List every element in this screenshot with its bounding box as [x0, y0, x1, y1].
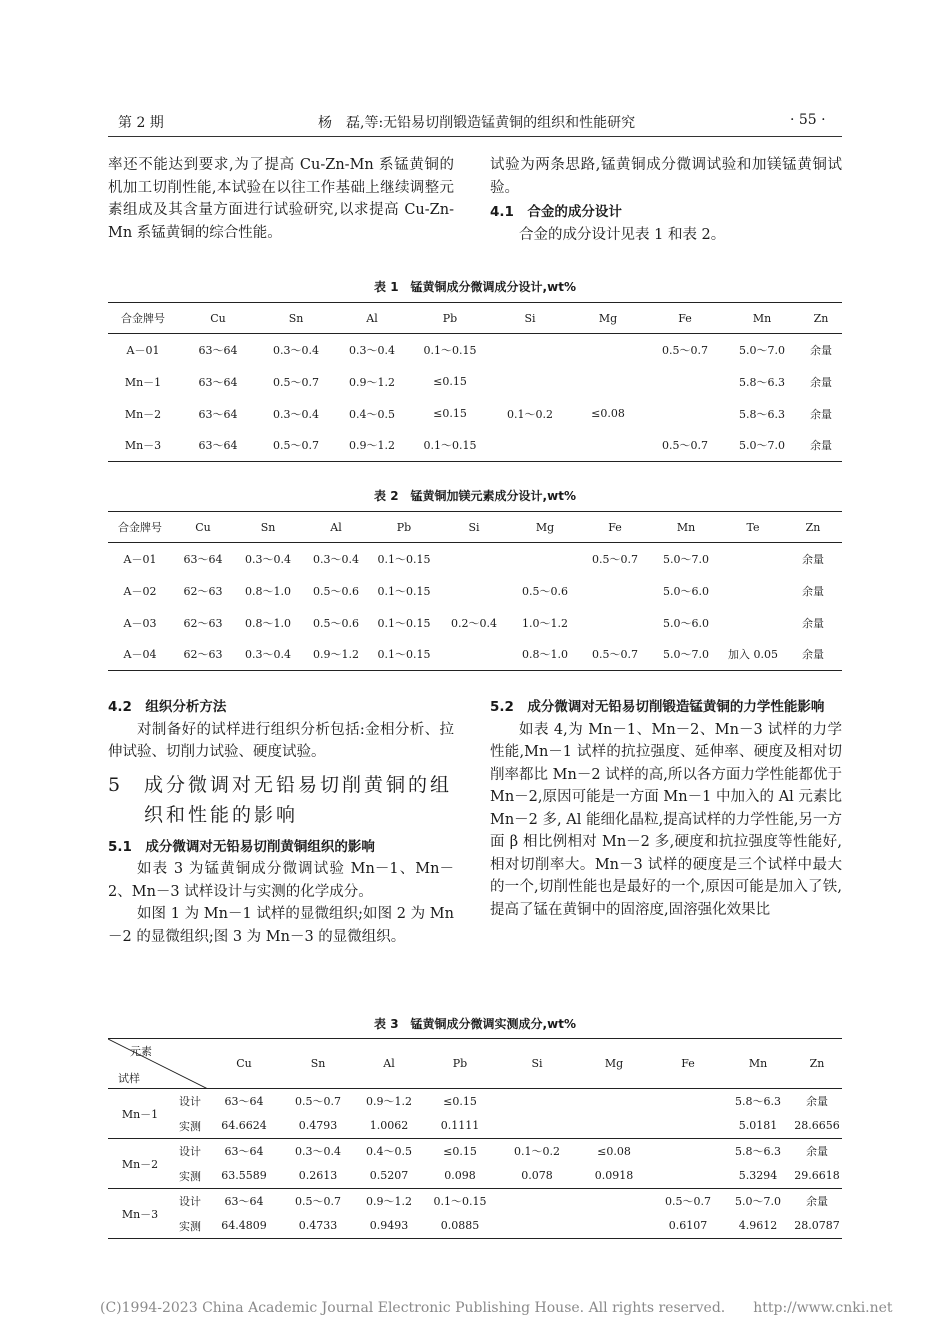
table-cell: 余量 — [806, 1095, 828, 1109]
header-issue: 第 2 期 — [118, 115, 164, 131]
table-cell: 0.0918 — [594, 1169, 634, 1183]
table-header-cell: Sn — [288, 311, 304, 325]
table-header-cell: Fe — [678, 311, 692, 325]
table-cell: ≤0.15 — [443, 1094, 477, 1108]
table-cell — [652, 1164, 724, 1189]
table-cell: 0.9493 — [369, 1219, 409, 1233]
table-cell — [570, 366, 646, 398]
table-cell: 0.4～0.5 — [366, 1145, 412, 1159]
table-type-cell: 设计 — [179, 1095, 201, 1109]
table-cell: 0.3～0.4 — [273, 343, 319, 357]
table-cell: 0.3～0.4 — [349, 343, 395, 357]
table-cell — [438, 543, 510, 575]
table-cell: 63～64 — [224, 1195, 264, 1209]
copyright-footer: (C)1994-2023 China Academic Journal Electronic Publishing House. All rights reserved. http://www.cnki.net — [100, 1300, 893, 1316]
table-cell: Mn－2 — [124, 407, 162, 421]
table1-header-row — [108, 303, 842, 334]
table-cell — [646, 366, 724, 398]
table-cell: 5.0～7.0 — [735, 1195, 781, 1209]
table-cell: 0.9～1.2 — [313, 648, 359, 662]
table-header-cell: Mg — [598, 311, 618, 325]
table-cell: A－03 — [123, 616, 157, 630]
table-cell: 余量 — [810, 407, 832, 421]
table-cell: 62～63 — [183, 648, 223, 662]
table-cell: 0.5～0.7 — [592, 552, 638, 566]
table-cell: 0.9～1.2 — [366, 1095, 412, 1109]
table-row — [108, 607, 842, 639]
table-row — [108, 639, 842, 671]
table-header-cell: Sn — [310, 1057, 326, 1070]
table-sample-cell: Mn－2 — [121, 1157, 159, 1171]
table-row — [108, 1214, 842, 1239]
table1-caption: 表 1 锰黄铜成分微调成分设计,wt% — [374, 280, 576, 294]
table-cell: 0.5～0.7 — [592, 648, 638, 662]
table-cell: 0.5～0.6 — [522, 584, 568, 598]
table-cell: 63～64 — [198, 343, 238, 357]
heading-5-1: 5.1 成分微调对无铅易切削黄铜组织的影响 — [108, 838, 375, 855]
table-header-cell: 合金牌号 — [118, 521, 162, 534]
paragraph-5-1-b: 如图 1 为 Mn－1 试样的显微组织;如图 2 为 Mn－2 的显微组织;图 3 为 Mn－3 的显微组织。 — [108, 906, 454, 945]
heading-4-1: 4.1 合金的成分设计 — [490, 204, 622, 220]
table-header-cell: Si — [524, 311, 536, 325]
table-cell: 0.098 — [444, 1169, 476, 1183]
table-cell: 5.8～6.3 — [739, 407, 785, 421]
table-cell: 64.6624 — [221, 1119, 267, 1133]
table-cell: 4.9612 — [738, 1219, 778, 1233]
table-cell: 余量 — [802, 552, 824, 566]
table-header-cell: 合金牌号 — [121, 312, 165, 325]
table-cell: 余量 — [802, 584, 824, 598]
table-cell: 29.6618 — [794, 1169, 840, 1183]
table-cell: 0.4～0.5 — [349, 407, 395, 421]
table-cell: ≤0.15 — [433, 407, 467, 420]
table-header-cell: Al — [366, 311, 378, 325]
table-cell — [490, 366, 570, 398]
table-cell: 5.8～6.3 — [739, 375, 785, 389]
table-cell: 28.0787 — [794, 1219, 840, 1233]
table-cell: 1.0062 — [369, 1119, 409, 1133]
table-cell: 余量 — [802, 648, 824, 662]
left-column-top — [108, 154, 454, 244]
table-type-cell: 设计 — [179, 1195, 201, 1209]
table-cell: 余量 — [806, 1195, 828, 1209]
table-header-cell: Cu — [210, 311, 226, 325]
paragraph-4-2: 对制备好的试样进行组织分析包括:金相分析、拉伸试验、切削力试验、硬度试验。 — [108, 721, 454, 760]
table-cell: 0.3～0.4 — [273, 407, 319, 421]
table-cell — [652, 1089, 724, 1114]
table-cell — [438, 639, 510, 671]
table3-corner-bottom-label: 试样 — [118, 1072, 140, 1085]
table-cell: Mn－1 — [124, 375, 162, 389]
table-type-cell: 设计 — [179, 1145, 201, 1159]
table-cell — [722, 543, 784, 575]
table-type-cell: 实测 — [179, 1119, 201, 1133]
heading-5 — [108, 770, 454, 830]
table-cell: 62～63 — [183, 584, 223, 598]
table-cell: 0.8～1.0 — [245, 616, 291, 630]
table-cell: 0.9～1.2 — [349, 375, 395, 389]
paragraph-4-1: 合金的成分设计见表 1 和表 2。 — [519, 226, 726, 243]
table-cell: 0.3～0.4 — [313, 552, 359, 566]
header-rule — [108, 136, 842, 137]
table-header-cell: Cu — [195, 520, 211, 534]
table-row — [108, 334, 842, 366]
table-cell: 0.4733 — [298, 1219, 338, 1233]
table-cell: 0.5～0.7 — [662, 343, 708, 357]
table2-caption: 表 2 锰黄铜加镁元素成分设计,wt% — [374, 489, 576, 503]
table-cell: 0.5～0.7 — [295, 1195, 341, 1209]
table-header-cell: Mn — [676, 520, 696, 534]
intro-paragraph-left: 率还不能达到要求,为了提高 Cu-Zn-Mn 系锰黄铜的机加工切削性能,本试验在以往工作基础上继续调整元素组成及其含量方面进行试验研究,以求提高 Cu-Zn-Mn 系锰黄铜的综合性能。 — [108, 157, 454, 241]
table-cell: 5.0～7.0 — [739, 343, 785, 357]
table-type-cell: 实测 — [179, 1219, 201, 1233]
table-row — [108, 366, 842, 398]
table-cell: 28.6656 — [794, 1119, 840, 1133]
table-cell: 0.5～0.7 — [273, 375, 319, 389]
table-header-cell: Si — [531, 1057, 543, 1070]
table-row — [108, 1114, 842, 1139]
table-header-cell: Zn — [805, 520, 821, 534]
table-cell: 0.1～0.2 — [514, 1145, 560, 1159]
table-header-cell: Si — [468, 520, 480, 534]
table-cell — [498, 1114, 576, 1139]
table-cell — [490, 334, 570, 366]
table-sample-cell: Mn－1 — [121, 1107, 159, 1121]
table-cell: 0.078 — [521, 1169, 553, 1183]
table-type-cell: 实测 — [179, 1169, 201, 1183]
header-page-number: · 55 · — [790, 112, 826, 128]
table-cell: 63～64 — [198, 375, 238, 389]
table-cell — [646, 398, 724, 430]
table-cell: 0.1～0.15 — [423, 439, 477, 453]
table-cell: 0.0885 — [440, 1219, 480, 1233]
table-cell: 64.4809 — [221, 1219, 267, 1233]
table-cell: 1.0～1.2 — [522, 616, 568, 630]
table-cell: 余量 — [810, 439, 832, 453]
table-cell: 63～64 — [224, 1095, 264, 1109]
table-cell: 5.0～7.0 — [739, 439, 785, 453]
table-cell: ≤0.08 — [591, 407, 625, 420]
table-cell: 0.1～0.15 — [423, 343, 477, 357]
table-cell: 0.2613 — [298, 1169, 338, 1183]
table-header-cell: Mn — [748, 1057, 768, 1070]
table-cell: 0.5～0.7 — [662, 439, 708, 453]
paragraph-5-2: 如表 4,为 Mn－1、Mn－2、Mn－3 试样的力学性能,Mn－1 试样的抗拉强度、延伸率、硬度及相对切削率都比 Mn－2 试样的高,所以各方面力学性能都优于 Mn－2,原因可能是一方面 Mn－1 中加入的 Al 元素比 Mn－2 多, Al 能细化晶粒,提高试样的力学性能,另一方面 β 相比例相对 Mn－2 多,硬度和抗拉强度等性能好,相对切削率大。Mn－3 试样的硬度是三个试样中最大的一个,切削性能也是最好的一个,原因可能是加入了铁,提高了锰在黄铜中的固溶度,固溶强化效果比 — [490, 721, 842, 918]
table1 — [108, 302, 842, 462]
table-cell: 0.3～0.4 — [245, 552, 291, 566]
table-cell: 0.1～0.15 — [377, 552, 431, 566]
table-header-cell: Pb — [442, 311, 458, 325]
table-header-cell: Al — [383, 1057, 395, 1070]
table-row — [108, 398, 842, 430]
table-cell: 0.4793 — [298, 1119, 338, 1133]
table-cell: 0.1～0.2 — [507, 407, 553, 421]
table-row — [108, 1089, 842, 1114]
table-cell: 0.5207 — [369, 1169, 409, 1183]
table-cell: 63～64 — [198, 407, 238, 421]
table-header-cell: Pb — [452, 1057, 468, 1070]
table-row — [108, 430, 842, 462]
table-cell: A－01 — [123, 552, 157, 566]
table-header-cell: Te — [746, 520, 760, 534]
table-cell — [580, 575, 650, 607]
table-cell: 余量 — [810, 375, 832, 389]
table-header-cell: Sn — [260, 520, 276, 534]
table3-caption: 表 3 锰黄铜成分微调实测成分,wt% — [374, 1017, 576, 1031]
table-cell: 0.3～0.4 — [245, 648, 291, 662]
right-column-top — [490, 154, 842, 246]
table-cell: 5.0～7.0 — [663, 552, 709, 566]
table-cell: 0.5～0.7 — [665, 1195, 711, 1209]
table-cell: 0.1～0.15 — [433, 1195, 487, 1209]
right-column-middle — [490, 696, 842, 921]
table-cell: 0.2～0.4 — [451, 616, 497, 630]
table-cell: 0.9～1.2 — [349, 439, 395, 453]
table-cell: 0.8～1.0 — [522, 648, 568, 662]
table-cell: A－01 — [126, 343, 160, 357]
table-cell — [490, 430, 570, 462]
table-cell — [576, 1189, 652, 1214]
table-cell: 62～63 — [183, 616, 223, 630]
table-cell: 5.0～7.0 — [663, 648, 709, 662]
table-cell — [652, 1139, 724, 1164]
header-title: 杨 磊,等:无铅易切削锻造锰黄铜的组织和性能研究 — [318, 115, 636, 131]
table-header-cell: Zn — [809, 1057, 825, 1070]
table-cell: 5.0181 — [738, 1119, 778, 1133]
left-column-middle — [108, 696, 454, 948]
table-cell — [722, 575, 784, 607]
table-header-cell: Mg — [535, 520, 555, 534]
table-header-cell: Fe — [681, 1057, 695, 1070]
table3-corner-cell — [108, 1039, 208, 1089]
table-cell — [580, 607, 650, 639]
table-header-cell: Fe — [608, 520, 622, 534]
table-row — [108, 1189, 842, 1214]
table-cell — [510, 543, 580, 575]
table-cell: 0.5～0.6 — [313, 584, 359, 598]
table-cell: A－04 — [123, 648, 157, 662]
table-cell: 5.0～6.0 — [663, 584, 709, 598]
table-cell — [498, 1214, 576, 1239]
table-cell — [570, 430, 646, 462]
table-header-cell: Mn — [752, 311, 772, 325]
paragraph-5-1-a: 如表 3 为锰黄铜成分微调试验 Mn－1、Mn－2、Mn－3 试样设计与实测的化学成分。 — [108, 861, 454, 900]
table-cell: 63～64 — [198, 439, 238, 453]
table-cell: 0.1～0.15 — [377, 584, 431, 598]
table-cell: 0.6107 — [668, 1219, 708, 1233]
table-cell: 0.1～0.15 — [377, 616, 431, 630]
table-cell — [576, 1114, 652, 1139]
table-cell — [576, 1089, 652, 1114]
table3 — [108, 1038, 842, 1239]
table-cell: 0.8～1.0 — [245, 584, 291, 598]
table-cell: A－02 — [123, 584, 157, 598]
table-cell: 0.5～0.7 — [295, 1095, 341, 1109]
table-cell: Mn－3 — [124, 439, 162, 453]
table3-header-row — [108, 1039, 842, 1089]
table-header-cell: Cu — [236, 1057, 252, 1070]
table2 — [108, 511, 842, 671]
table-cell: 0.9～1.2 — [366, 1195, 412, 1209]
table2-header-row — [108, 512, 842, 543]
table-cell: 63～64 — [224, 1145, 264, 1159]
table-row — [108, 1164, 842, 1189]
table-cell: ≤0.08 — [597, 1144, 631, 1158]
table-cell: ≤0.15 — [433, 375, 467, 388]
table-cell: 63～64 — [183, 552, 223, 566]
table-cell: 5.0～6.0 — [663, 616, 709, 630]
table-cell: 余量 — [810, 343, 832, 357]
table-sample-cell: Mn－3 — [121, 1207, 159, 1221]
table-row — [108, 543, 842, 575]
table-cell: 63.5589 — [221, 1169, 267, 1183]
table-row — [108, 575, 842, 607]
heading-5-2: 5.2 成分微调对无铅易切削锻造锰黄铜的力学性能影响 — [490, 699, 825, 715]
table-cell: 余量 — [802, 616, 824, 630]
table-row — [108, 1139, 842, 1164]
table-cell: 0.3～0.4 — [295, 1145, 341, 1159]
table-cell — [570, 334, 646, 366]
table-cell — [498, 1189, 576, 1214]
heading-5-text: 成分微调对无铅易切削黄铜的组织和性能的影响 — [144, 773, 453, 826]
table-cell: 5.8～6.3 — [735, 1095, 781, 1109]
table-cell: 0.5～0.6 — [313, 616, 359, 630]
table-cell: 加入 0.05 — [728, 648, 778, 662]
table-cell — [576, 1214, 652, 1239]
table-cell — [652, 1114, 724, 1139]
heading-5-number: 5 — [108, 773, 121, 796]
table-cell: 0.5～0.7 — [273, 439, 319, 453]
table-header-cell: Pb — [396, 520, 412, 534]
table-cell — [722, 607, 784, 639]
table-cell: 5.3294 — [738, 1169, 778, 1183]
table-header-cell: Mg — [604, 1057, 624, 1070]
table-cell: 0.1～0.15 — [377, 648, 431, 662]
table-header-cell: Zn — [813, 311, 829, 325]
table-header-cell: Al — [330, 520, 342, 534]
table-cell: 5.8～6.3 — [735, 1145, 781, 1159]
table-cell: 余量 — [806, 1145, 828, 1159]
intro-paragraph-right: 试验为两条思路,锰黄铜成分微调试验和加镁锰黄铜试验。 — [490, 157, 842, 196]
table-cell — [498, 1089, 576, 1114]
heading-4-2: 4.2 组织分析方法 — [108, 699, 227, 715]
table-cell — [438, 575, 510, 607]
table-cell: ≤0.15 — [443, 1144, 477, 1158]
table3-corner-top-label: 元素 — [130, 1045, 152, 1058]
table-cell: 0.1111 — [440, 1119, 480, 1133]
